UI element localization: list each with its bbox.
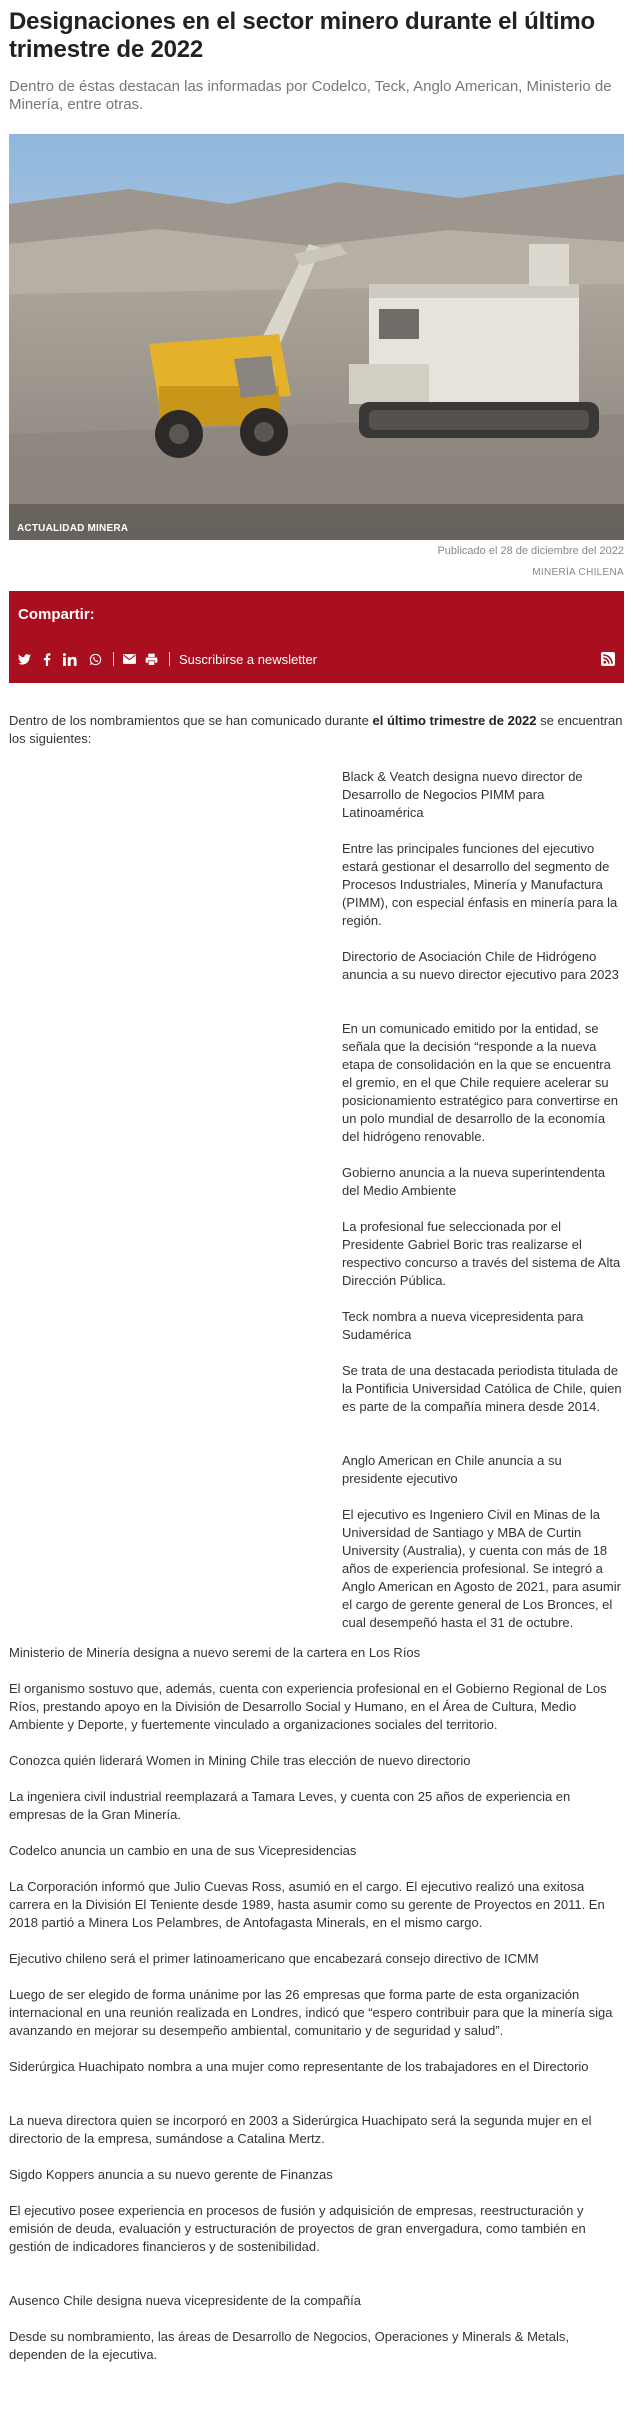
headline-link[interactable]: Siderúrgica Huachipato nombra a una mujer como representante de los trabajadores en el Directorio — [9, 2059, 589, 2074]
headline-link[interactable]: Conozca quién liderará Women in Mining Chile tras elección de nuevo directorio — [9, 1753, 471, 1768]
intro-highlight: el último trimestre de 2022 — [372, 713, 537, 728]
summary-paragraph: El ejecutivo posee experiencia en procesos de fusión y adquisición de empresas, reestructuración y emisión de deuda, evaluación y estructuración de proyectos de gran envergadura, como también en gestión de indicadores financieros y de sostenibilidad. — [9, 2203, 586, 2254]
summary-paragraph: La nueva directora quien se incorporó en 2003 a Siderúrgica Huachipato será la segunda mujer en el directorio de la empresa, sumándose a Catalina Mertz. — [9, 2113, 592, 2146]
summary-paragraph: El ejecutivo es Ingeniero Civil en Minas de la Universidad de Santiago y MBA de Curtin University (Australia), y cuenta con más de 18 años de experiencia profesional. Se integró a Anglo American en Agosto de 2021, para asumir el cargo de gerente general de Los Bronces, el cual desempeñó hasta el 31 de octubre. — [342, 1507, 621, 1630]
email-icon[interactable] — [123, 653, 136, 666]
print-icon[interactable] — [145, 653, 158, 666]
share-divider — [113, 652, 114, 666]
headline-link[interactable]: Teck nombra a nueva vicepresidenta para Sudamérica — [342, 1309, 584, 1342]
facebook-icon[interactable] — [40, 653, 53, 666]
summary-paragraph: Desde su nombramiento, las áreas de Desarrollo de Negocios, Operaciones y Minerals & Metals, dependen de la ejecutiva. — [9, 2329, 569, 2362]
whatsapp-icon[interactable] — [89, 653, 102, 666]
twitter-icon[interactable] — [18, 653, 31, 666]
share-divider — [169, 652, 170, 666]
headline-link[interactable]: Anglo American en Chile anuncia a su presidente ejecutivo — [342, 1453, 562, 1486]
rss-icon[interactable] — [601, 652, 615, 666]
published-date: Publicado el 28 de diciembre del 2022 — [437, 545, 624, 557]
intro-text-end: se encuentran los siguientes: — [9, 713, 623, 746]
headline-link[interactable]: Sigdo Koppers anuncia a su nuevo gerente de Finanzas — [9, 2167, 333, 2182]
headline-link[interactable]: Codelco anuncia un cambio en una de sus Vicepresidencias — [9, 1843, 357, 1858]
summary-paragraph: Se trata de una destacada periodista titulada de la Pontificia Universidad Católica de Chile, quien es parte de la compañía minera desde 2014. — [342, 1363, 622, 1414]
headline-link[interactable]: Ejecutivo chileno será el primer latinoamericano que encabezará consejo directivo de ICMM — [9, 1951, 539, 1966]
headline-link[interactable]: Gobierno anuncia a la nueva superintendenta del Medio Ambiente — [342, 1165, 606, 1198]
headline-link[interactable]: Black & Veatch designa nuevo director de Desarrollo de Negocios PIMM para Latinoamérica — [342, 769, 583, 820]
summary-paragraph: La profesional fue seleccionada por el Presidente Gabriel Boric tras realizarse el respectivo concurso a través del sistema de Alta Dirección Pública. — [342, 1219, 621, 1288]
intro-text: Dentro de los nombramientos que se han comunicado durante — [9, 713, 373, 728]
summary-paragraph: En un comunicado emitido por la entidad, se señala que la decisión “responde a la nueva etapa de consolidación en la que se encuentra el gremio, en el que Chile requiere acelerar su posicionamiento estratégico para convertirse en un polo mundial de desarrollo de la economía del hidrógeno renovable. — [342, 1021, 619, 1144]
article-title: Designaciones en el sector minero durante el último trimestre de 2022 — [9, 8, 595, 63]
summary-paragraph: Entre las principales funciones del ejecutivo estará gestionar el desarrollo del segmento de Procesos Industriales, Minería y Manufactura (PIMM), con especial énfasis en minería para la región. — [342, 841, 618, 928]
summary-paragraph: Luego de ser elegido de forma unánime por las 26 empresas que forma parte de esta organización internacional en una reunión realizada en Londres, indicó que “espero contribuir para que la minería siga avanzando en mejorar su desempeño ambiental, comunitario y de seguridad y salud”. — [9, 1987, 613, 2038]
article-source[interactable]: MINERÍA CHILENA — [532, 567, 624, 578]
share-title: Compartir: — [18, 606, 95, 623]
headline-link[interactable]: Ministerio de Minería designa a nuevo seremi de la cartera en Los Ríos — [9, 1645, 421, 1660]
headline-link[interactable]: Ausenco Chile designa nueva vicepresidente de la compañía — [9, 2293, 361, 2308]
hero-image — [9, 134, 624, 540]
newsletter-link[interactable]: Suscribirse a newsletter — [179, 651, 317, 667]
headline-link[interactable]: Directorio de Asociación Chile de Hidrógeno anuncia a su nuevo director ejecutivo para 2023 — [342, 949, 619, 982]
share-toolbar — [18, 649, 615, 669]
image-caption: ACTUALIDAD MINERA — [17, 523, 129, 534]
summary-paragraph: La Corporación informó que Julio Cuevas Ross, asumió en el cargo. El ejecutivo realizó una exitosa carrera en la División El Teniente desde 1989, hasta asumir como su gerente de Proyectos en 2011. En 2018 partió a Minera Los Pelambres, de Antofagasta Minerals, en el mismo cargo. — [9, 1879, 605, 1930]
intro-paragraph — [9, 712, 624, 748]
article-subtitle: Dentro de éstas destacan las informadas por Codelco, Teck, Anglo American, Ministerio de Minería, entre otras. — [9, 78, 612, 113]
summary-paragraph: El organismo sostuvo que, además, cuenta con experiencia profesional en el Gobierno Regional de Los Ríos, prestando apoyo en la División de Desarrollo Social y Humano, en el Área de Cultura, Medio Ambiente y Deporte, y fuertemente vinculado a organizaciones sociales del territorio. — [9, 1681, 607, 1732]
linkedin-icon[interactable] — [62, 653, 80, 666]
summary-paragraph: La ingeniera civil industrial reemplazará a Tamara Leves, y cuenta con 25 años de experiencia en empresas de la Gran Minería. — [9, 1789, 571, 1822]
share-box — [9, 591, 624, 683]
